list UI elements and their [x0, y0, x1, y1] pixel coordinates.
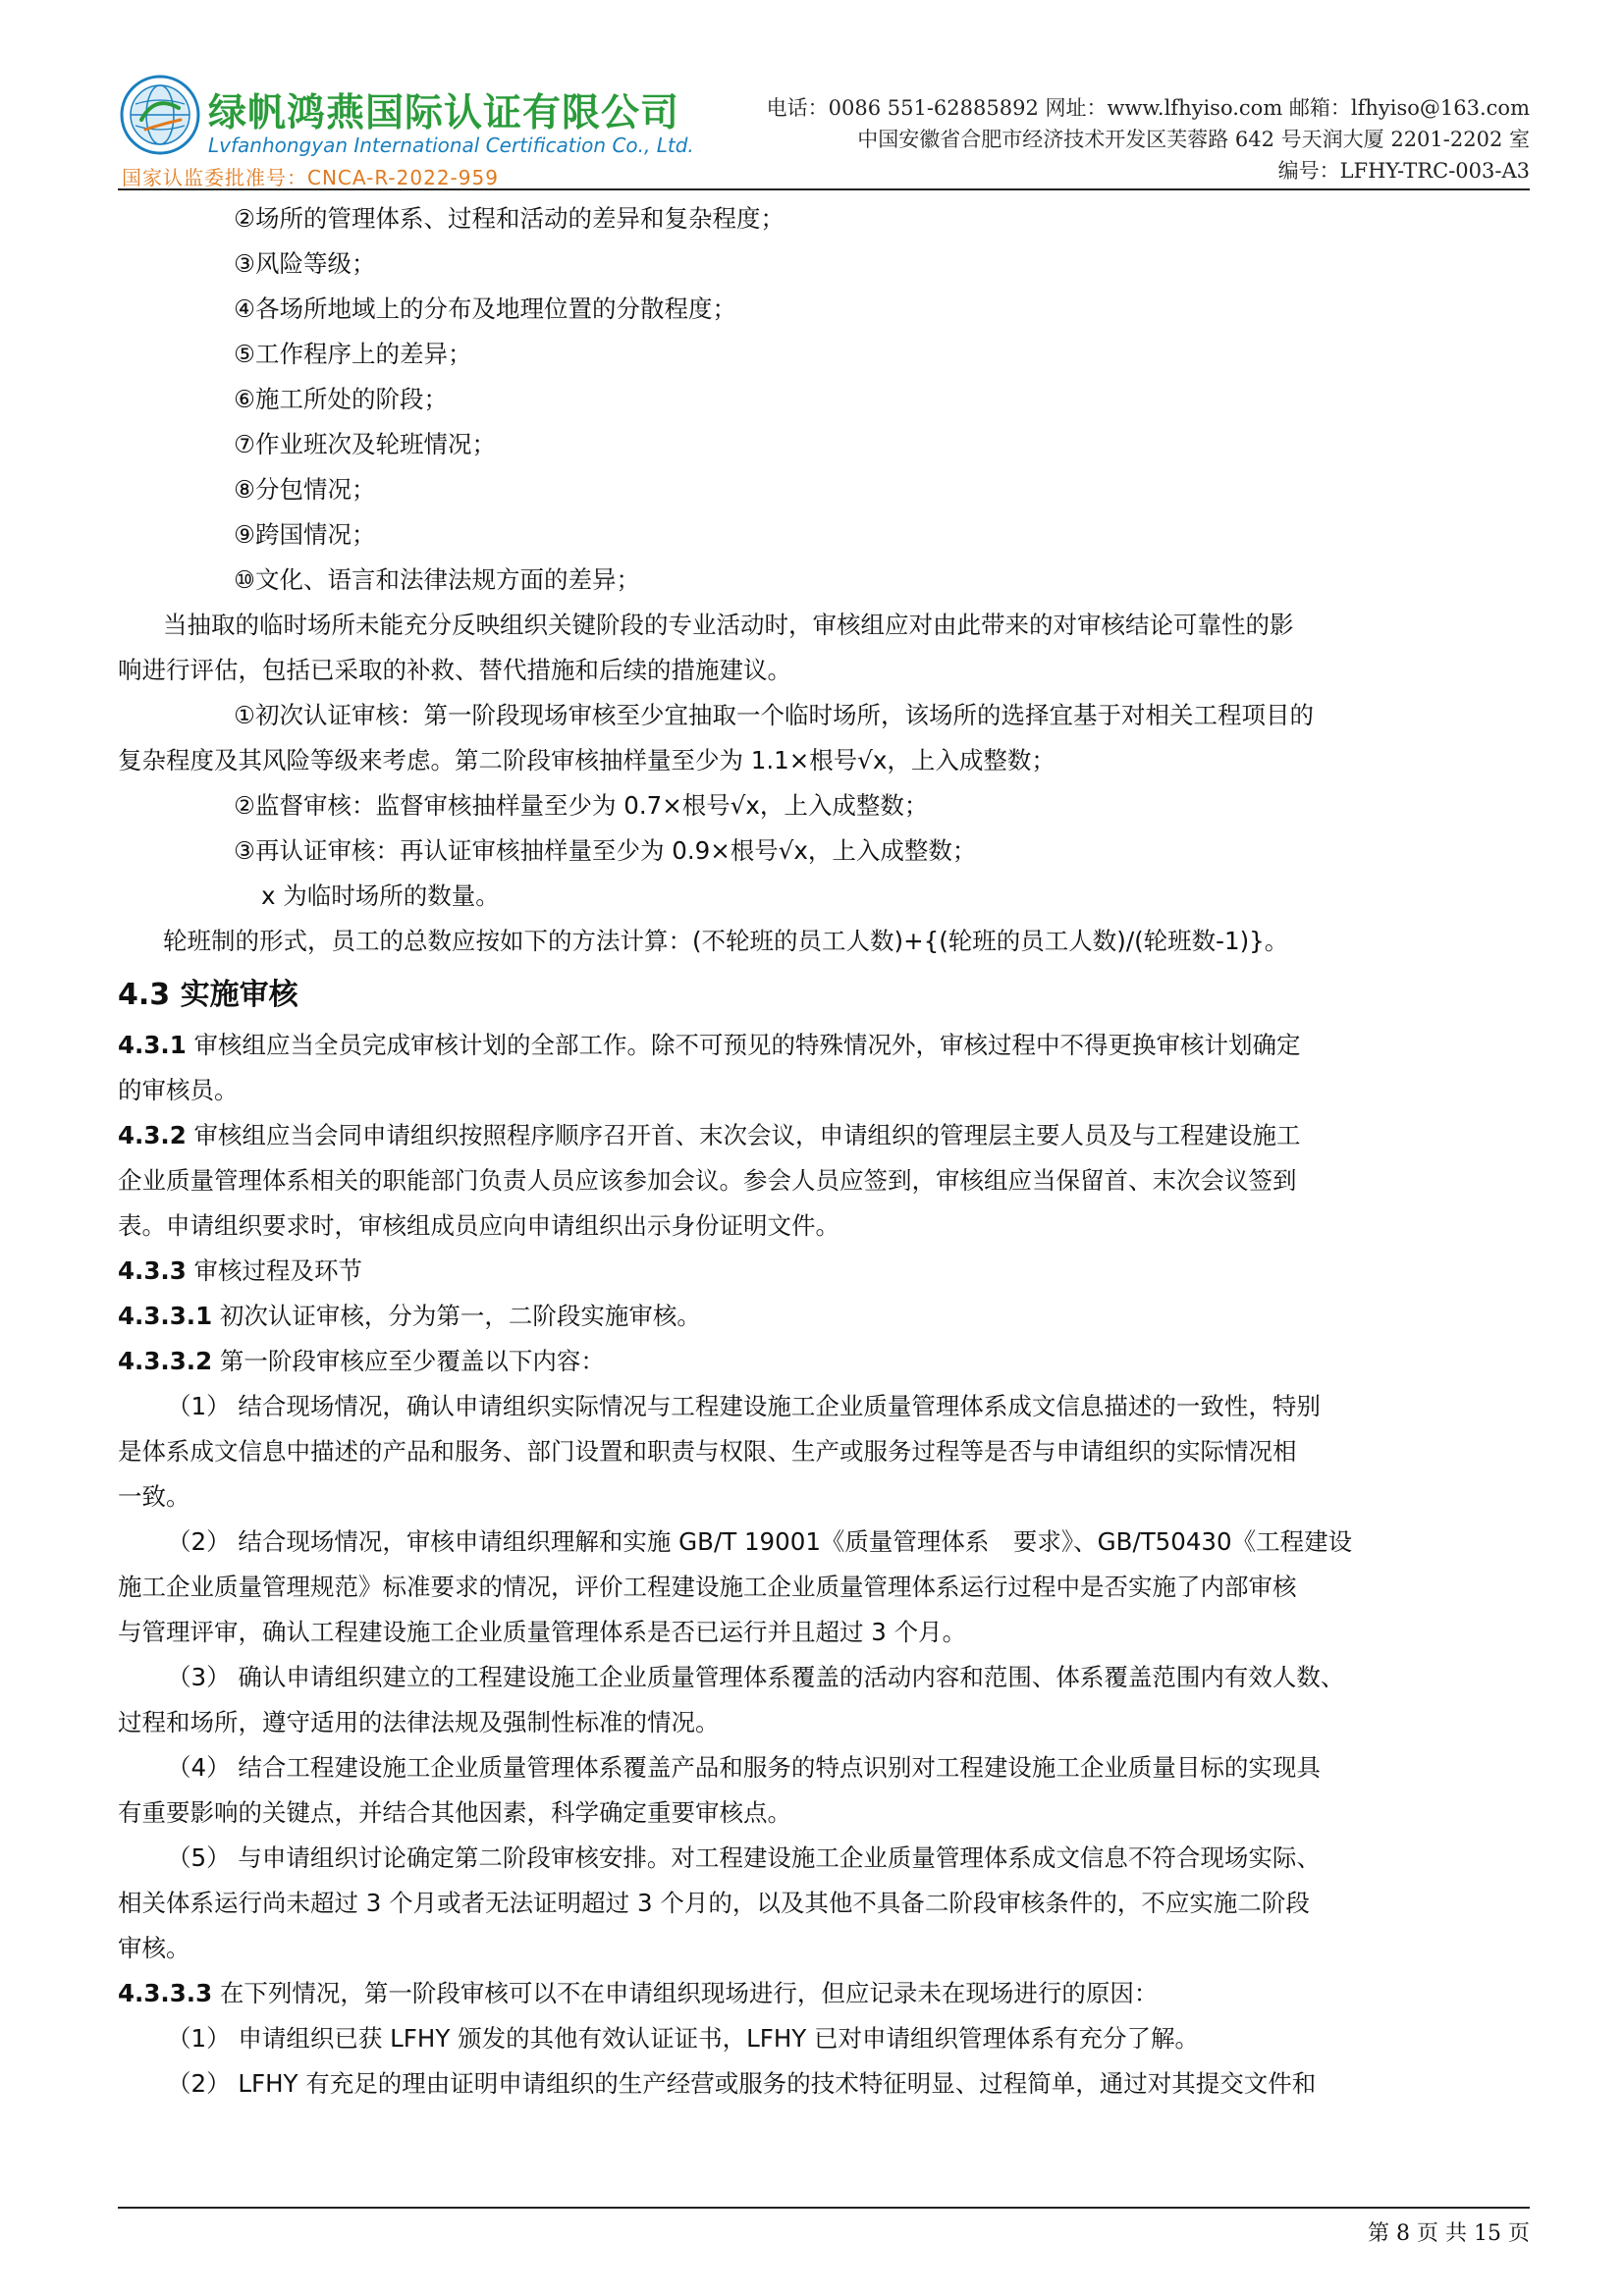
header-divider — [118, 188, 1530, 190]
company-name-cn: 绿帆鸿燕国际认证有限公司 — [208, 91, 680, 135]
stage1-item-5: （5） 与申请组织讨论确定第二阶段审核安排。对工程建设施工企业质量管理体系成文信息不符合现场实际、 — [167, 1843, 1321, 1872]
offsite-item-1: （1） 申请组织已获 LFHY 颁发的其他有效认证证书，LFHY 已对申请组织管理体系有充分了解。 — [167, 2024, 1199, 2053]
page-number: 第 8 页 共 15 页 — [1368, 2221, 1530, 2246]
stage1-item-1-cont: 一致。 — [118, 1482, 190, 1511]
factor-item: ③风险等级； — [234, 249, 376, 278]
clause-text: 审核组应当会同申请组织按照程序顺序召开首、末次会议，申请组织的管理层主要人员及与工程建设施工 — [186, 1121, 1301, 1149]
company-name-en: Lvfanhongyan International Certification Co., Ltd. — [208, 133, 694, 157]
stage1-item-2-cont: 与管理评审，确认工程建设施工企业质量管理体系是否已运行并且超过 3 个月。 — [118, 1618, 967, 1646]
factor-item: ⑩文化、语言和法律法规方面的差异； — [234, 565, 640, 594]
factor-item: ⑨跨国情况； — [234, 520, 376, 549]
stage1-item-1: （1） 结合现场情况，确认申请组织实际情况与工程建设施工企业质量管理体系成文信息描述的一致性，特别 — [167, 1392, 1321, 1420]
clause-number: 4.3.3.3 — [118, 1979, 213, 2007]
audit-sampling-initial: ①初次认证审核：第一阶段现场审核至少宜抽取一个临时场所，该场所的选择宜基于对相关工程项目的 — [234, 701, 1314, 729]
document-number: 编号：LFHY-TRC-003-A3 — [1277, 159, 1530, 183]
paragraph-line: 响进行评估，包括已采取的补救、替代措施和后续的措施建议。 — [118, 656, 791, 684]
stage1-item-2: （2） 结合现场情况，审核申请组织理解和实施 GB/T 19001《质量管理体系 要求》、GB/T50430《工程建设 — [167, 1527, 1353, 1556]
clause-4-3-1-cont: 的审核员。 — [118, 1076, 239, 1104]
stage1-item-5-cont: 审核。 — [118, 1934, 190, 1962]
clause-text: 审核组应当全员完成审核计划的全部工作。除不可预见的特殊情况外，审核过程中不得更换审核计划确定 — [186, 1031, 1301, 1059]
address: 中国安徽省合肥市经济技术开发区芙蓉路 642 号天润大厦 2201-2202 室 — [857, 128, 1530, 151]
x-definition: x 为临时场所的数量。 — [261, 881, 500, 910]
stage1-item-2-cont: 施工企业质量管理规范》标准要求的情况，评价工程建设施工企业质量管理体系运行过程中是否实施了内部审核 — [118, 1573, 1297, 1601]
section-heading-4-3: 4.3 实施审核 — [118, 978, 298, 1012]
audit-sampling-recert: ③再认证审核：再认证审核抽样量至少为 0.9×根号√x，上入成整数； — [234, 836, 977, 865]
clause-text: 在下列情况，第一阶段审核可以不在申请组织现场进行，但应记录未在现场进行的原因： — [212, 1979, 1159, 2007]
clause-number: 4.3.3 — [118, 1256, 187, 1285]
clause-number: 4.3.3.1 — [118, 1302, 213, 1330]
stage1-item-4-cont: 有重要影响的关键点，并结合其他因素，科学确定重要审核点。 — [118, 1798, 791, 1827]
clause-number: 4.3.1 — [118, 1031, 187, 1059]
document-body — [118, 196, 1530, 2107]
audit-sampling-initial-cont: 复杂程度及其风险等级来考虑。第二阶段审核抽样量至少为 1.1×根号√x，上入成整数； — [118, 746, 1056, 774]
factor-item: ⑤工作程序上的差异； — [234, 340, 472, 368]
factor-item: ⑥施工所处的阶段； — [234, 385, 448, 413]
clause-4-3-2 — [118, 1113, 1530, 1158]
clause-number: 4.3.3.2 — [118, 1347, 213, 1375]
audit-sampling-surveillance: ②监督审核：监督审核抽样量至少为 0.7×根号√x，上入成整数； — [234, 791, 929, 820]
clause-text: 第一阶段审核应至少覆盖以下内容： — [212, 1347, 605, 1375]
clause-4-3-3 — [118, 1249, 1530, 1294]
paragraph-line: 当抽取的临时场所未能充分反映组织关键阶段的专业活动时，审核组应对由此带来的对审核结论可靠性的影 — [163, 611, 1294, 639]
clause-4-3-3-3 — [118, 1971, 1530, 2016]
clause-number: 4.3.2 — [118, 1121, 187, 1149]
page-header — [0, 0, 1624, 196]
footer-divider — [118, 2207, 1530, 2209]
clause-4-3-2-cont: 企业质量管理体系相关的职能部门负责人员应该参加会议。参会人员应签到，审核组应当保留首、末次会议签到 — [118, 1166, 1297, 1195]
factor-item: ⑧分包情况； — [234, 475, 376, 504]
clause-4-3-1 — [118, 1023, 1530, 1068]
clause-text: 审核过程及环节 — [186, 1256, 363, 1285]
clause-4-3-2-cont: 表。申请组织要求时，审核组成员应向申请组织出示身份证明文件。 — [118, 1211, 839, 1240]
clause-4-3-3-1 — [118, 1294, 1530, 1339]
stage1-item-5-cont: 相关体系运行尚未超过 3 个月或者无法证明超过 3 个月的，以及其他不具备二阶段审核条件的，不应实施二阶段 — [118, 1889, 1310, 1917]
stage1-item-3: （3） 确认申请组织建立的工程建设施工企业质量管理体系覆盖的活动内容和范围、体系覆盖范围内有效人数、 — [167, 1663, 1345, 1691]
factor-item: ⑦作业班次及轮班情况； — [234, 430, 496, 458]
clause-text: 初次认证审核，分为第一，二阶段实施审核。 — [212, 1302, 701, 1330]
globe-logo-icon — [120, 75, 200, 155]
stage1-item-1-cont: 是体系成文信息中描述的产品和服务、部门设置和职责与权限、生产或服务过程等是否与申请组织的实际情况相 — [118, 1437, 1297, 1466]
factor-item: ④各场所地域上的分布及地理位置的分散程度； — [234, 294, 736, 323]
stage1-item-4: （4） 结合工程建设施工企业质量管理体系覆盖产品和服务的特点识别对工程建设施工企业质量目标的实现具 — [167, 1753, 1321, 1782]
offsite-item-2: （2） LFHY 有充足的理由证明申请组织的生产经营或服务的技术特征明显、过程简单，通过对其提交文件和 — [167, 2069, 1317, 2098]
stage1-item-3-cont: 过程和场所，遵守适用的法律法规及强制性标准的情况。 — [118, 1708, 720, 1736]
contact-info: 电话：0086 551-62885892 网址：www.lfhyiso.com 邮箱：lfhyiso@163.com — [766, 96, 1530, 120]
factor-item: ②场所的管理体系、过程和活动的差异和复杂程度； — [234, 204, 785, 233]
approval-number: 国家认监委批准号：CNCA-R-2022-959 — [122, 166, 499, 189]
clause-4-3-3-2 — [118, 1339, 1530, 1384]
shift-formula: 轮班制的形式，员工的总数应按如下的方法计算：(不轮班的员工人数)+{(轮班的员工人数)/(轮班数-1)}。 — [163, 927, 1289, 955]
